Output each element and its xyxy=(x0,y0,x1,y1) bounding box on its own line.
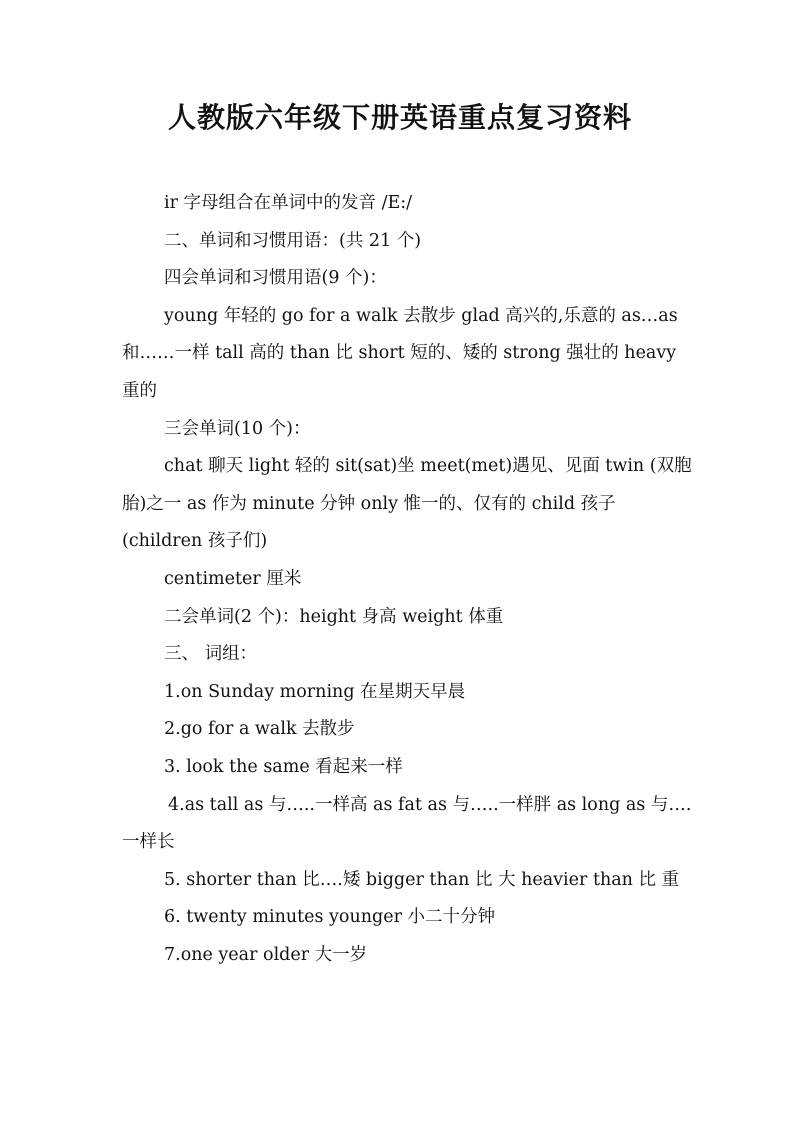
phrase-item-6: 6. twenty minutes younger 小二十分钟 xyxy=(164,907,495,928)
phrase-item-4: 4.as tall as 与…..一样高 as fat as 与…..一样胖 as long as 与….一样长 xyxy=(122,794,692,853)
paragraph-centimeter: centimeter 厘米 xyxy=(164,568,302,589)
phrase-item-1: 1.on Sunday morning 在星期天早晨 xyxy=(164,681,466,702)
document-body xyxy=(122,185,692,974)
paragraph-three-skill-words-heading: 三会单词(10 个)： xyxy=(164,418,311,439)
phrase-item-7: 7.one year older 大一岁 xyxy=(164,944,368,965)
paragraph-four-skill-words: young 年轻的 go for a walk 去散步 glad 高兴的,乐意的 as…as 和……一样 tall 高的 than 比 short 短的、矮的 strong 强壮的 heavy 重的 xyxy=(122,305,678,401)
phrase-item-3: 3. look the same 看起来一样 xyxy=(164,756,403,777)
paragraph-ir-pronunciation: ir 字母组合在单词中的发音 /E:/ xyxy=(164,193,413,213)
paragraph-two-skill-words: 二会单词(2 个)：height 身高 weight 体重 xyxy=(164,606,504,627)
phrase-item-5: 5. shorter than 比….矮 bigger than 比 大 heavier than 比 重 xyxy=(164,869,680,890)
phrase-item-2: 2.go for a walk 去散步 xyxy=(164,719,355,740)
document-title: 人教版六年级下册英语重点复习资料 xyxy=(167,101,632,134)
paragraph-section-three-heading: 三、 词组： xyxy=(164,644,258,665)
paragraph-section-two-heading: 二、单词和习惯用语：(共 21 个) xyxy=(164,230,422,251)
paragraph-four-skill-words-heading: 四会单词和习惯用语(9 个)： xyxy=(164,268,387,289)
paragraph-three-skill-words: chat 聊天 light 轻的 sit(sat)坐 meet(met)遇见、见面 twin (双胞胎)之一 as 作为 minute 分钟 only 惟一的、仅有的 child 孩子(children 孩子们) xyxy=(122,456,692,552)
